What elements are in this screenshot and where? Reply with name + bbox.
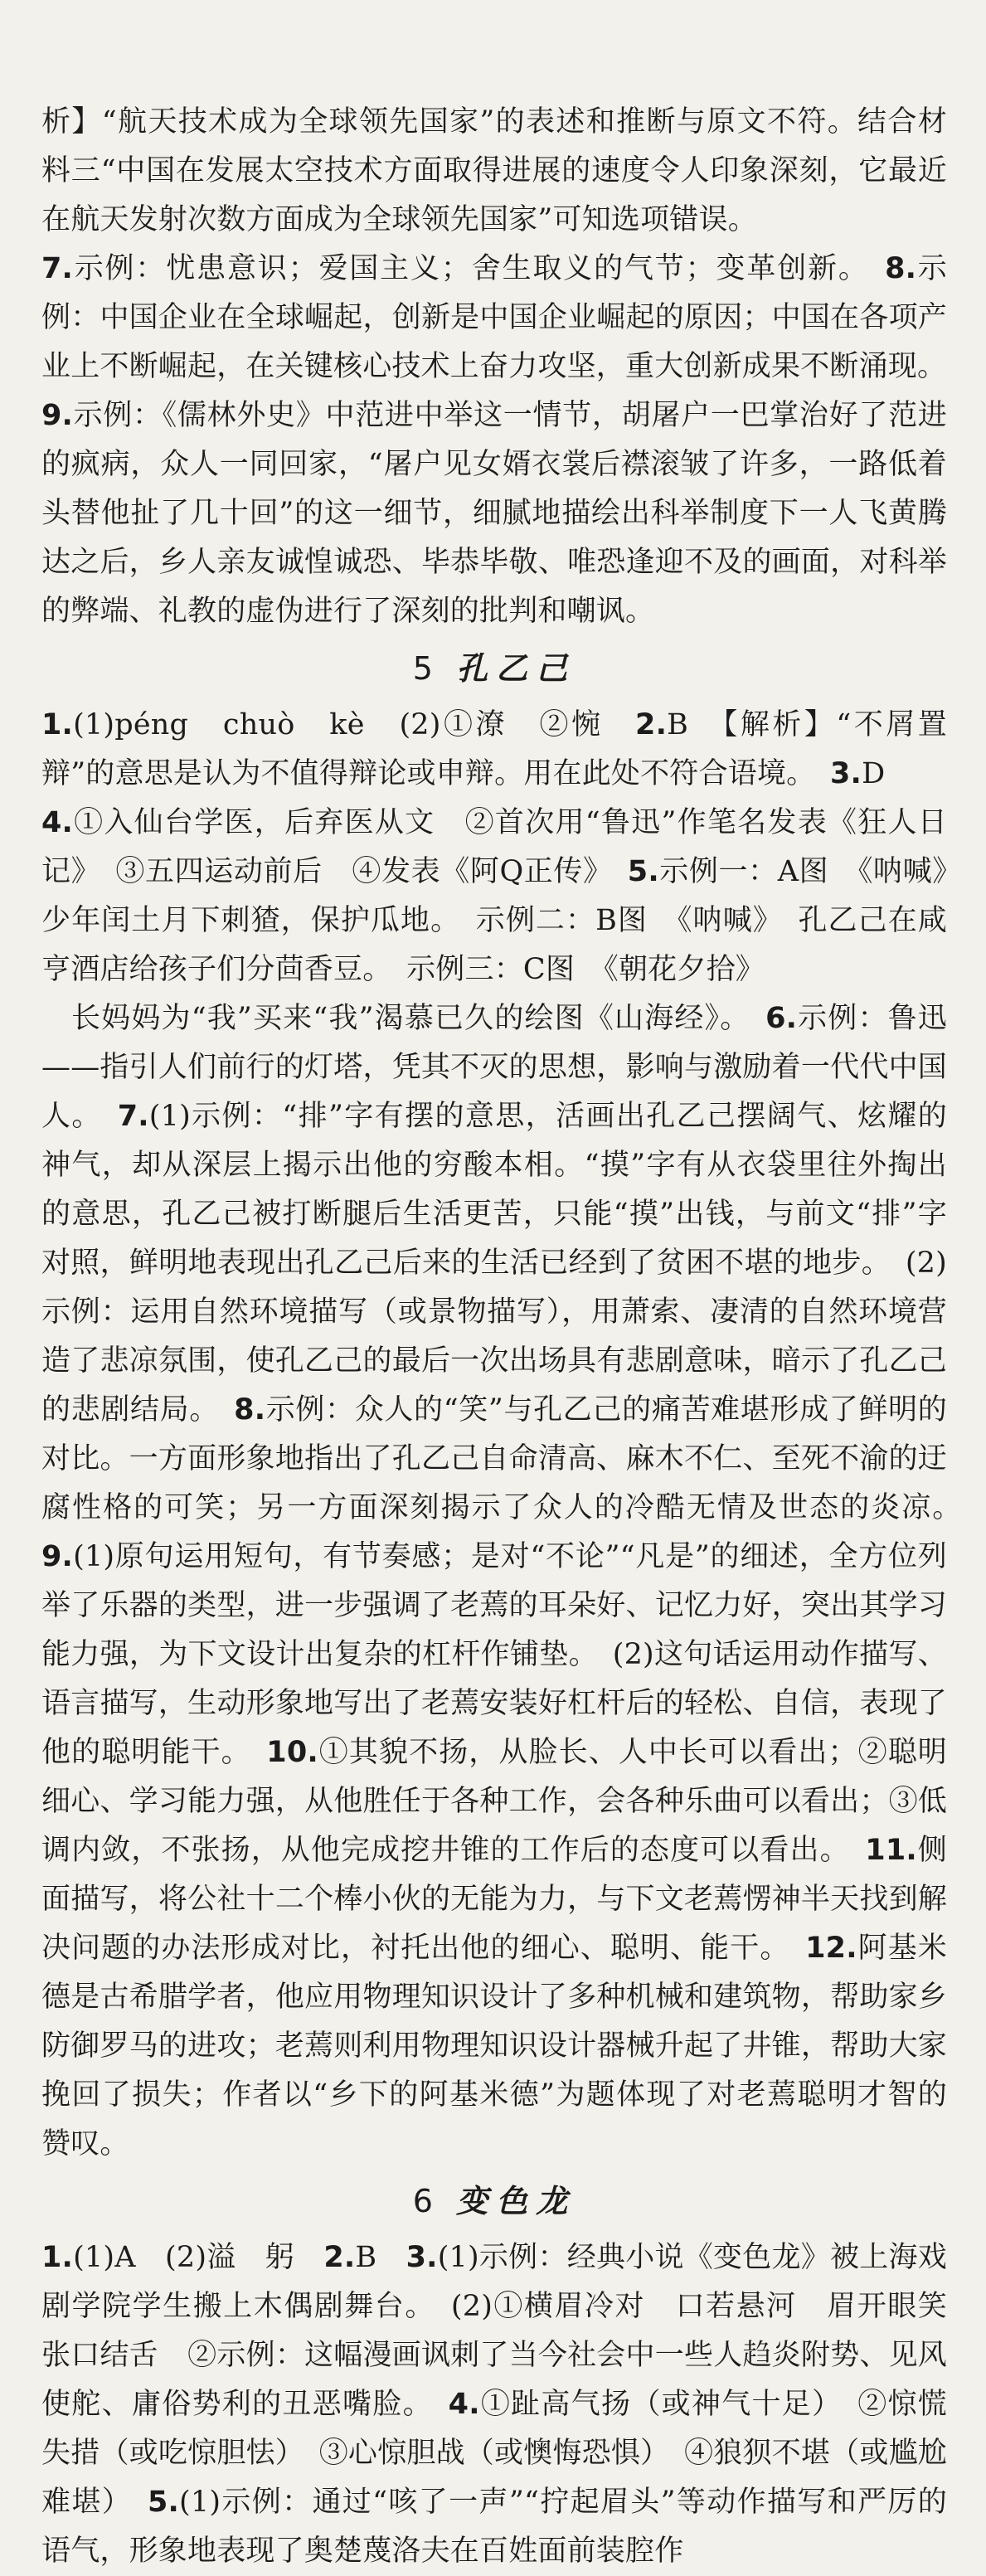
question-number: 1. [41,708,74,741]
answer-text: B 【解析】“不屑置辩”的意思是认为不值得辩论或申辩。用在此处不符合语境。 [41,708,947,790]
question-number: 3. [406,2241,438,2274]
question-number: 2. [323,2241,356,2274]
question-number: 6. [765,1002,798,1035]
answer-text: ①其貌不扬，从脸长、人中长可以看出；②聪明细心、学习能力强，从他胜任于各种工作，会各种乐曲可以看出；③低调内敛，不张扬，从他完成挖井锥的工作后的态度可以看出。 [41,1736,947,1867]
answer-text: ①趾高气扬（或神气十足） ②惊慌失措（或吃惊胆怯） ③心惊胆战（或懊悔恐惧） ④狼狈不堪（或尴尬难堪） [41,2388,947,2519]
answer-paragraph [41,391,947,636]
answer-text: ①入仙台学医，后弃医从文 ②首次用“鲁迅”作笔名发表《狂人日记》 ③五四运动前后 ④发表《阿Q正传》 [41,806,947,888]
answer-paragraph [41,2233,977,2576]
question-number: 9. [41,1540,74,1573]
answer-text: (1)示例：“排”字有摆的意思，活画出孔乙己摆阔气、炫耀的神气，却从深层上揭示出他的穷酸本相。“摸”字有从衣袋里往外掏出的意思，孔乙己被打断腿后生活更苦，只能“摸”出钱，与前文“排”字对照，鲜明地表现出孔乙己后来的生活已经到了贫困不堪的地步。 (2)示例：运用自然环境描写（或景物描写），用萧索、凄清的自然环境营造了悲凉氛围，使孔乙己的最后一次出场具有悲剧意味，暗示了孔乙己的悲剧结局。 [41,1100,947,1427]
answer-paragraph [41,701,947,799]
answer-text: 长妈妈为“我”买来“我”渴慕已久的绘图《山海经》。 [71,1002,766,1035]
section-number: 6 [412,2183,434,2219]
answer-text: 示例：中国企业在全球崛起，创新是中国企业崛起的原因；中国在各项产业上不断崛起，在关键核心技术上奋力攻坚，重大创新成果不断涌现。 [41,252,948,383]
answer-text: 示例：鲁迅——指引人们前行的灯塔，凭其不灭的思想，影响与激励着一代代中国人。 [41,1002,947,1133]
question-number: 7. [41,252,74,285]
answer-paragraph [41,245,947,391]
answer-text: D [862,757,886,790]
question-number: 8. [885,252,917,285]
question-number: 4. [41,806,74,839]
answer-text: (1)A (2)溢 躬 [73,2241,324,2274]
answer-text: 侧面描写，将公社十二个棒小伙的无能为力，与下文老蔫愣神半天找到解决问题的办法形成对比，衬托出他的细心、聪明、能干。 [41,1834,947,1965]
answer-paragraph [41,98,947,245]
section-heading [41,638,947,699]
question-number: 12. [805,1932,857,1965]
answer-text: 析】“航天技术成为全球领先国家”的表述和推断与原文不符。结合材料三“中国在发展太空技术方面取得进展的速度令人印象深刻，它最近在航天发射次数方面成为全球领先国家”可知选项错误。 [41,105,947,236]
answer-text: (1)示例：经典小说《变色龙》被上海戏剧学院学生搬上木偶剧舞台。 (2)①横眉冷对 口若悬河 眉开眼笑 张口结舌 ②示例：这幅漫画讽刺了当今社会中一些人趋炎附势、见风使舵、庸俗势利的丑恶嘴脸。 [41,2241,977,2421]
section-title: 孔乙己 [456,649,576,687]
section-title: 变色龙 [456,2182,576,2219]
answer-text: 示例：《儒林外史》中范进中举这一情节，胡屠户一巴掌治好了范进的疯病，众人一同回家，“屠户见女婿衣裳后襟滚皱了许多，一路低着头替他扯了几十回”的这一细节，细腻地描绘出科举制度下一人飞黄腾达之后，乡人亲友诚惶诚恐、毕恭毕敬、唯恐逢迎不及的画面，对科举的弊端、礼教的虚伪进行了深刻的批判和嘲讽。 [41,399,947,628]
question-number: 8. [234,1393,266,1427]
answer-text: 示例一：A图 《呐喊》 少年闰土月下刺猹，保护瓜地。 示例二：B图 《呐喊》 孔乙己在咸亨酒店给孩子们分茴香豆。 示例三：C图 《朝花夕拾》 [41,855,977,986]
answer-text: (1)示例：通过“咳了一声”“拧起眉头”等动作描写和严厉的语气，形象地表现了奥楚蔑洛夫在百姓面前装腔作 [41,2486,947,2568]
answer-paragraph [41,994,977,2169]
answer-text: 示例：众人的“笑”与孔乙己的痛苦难堪形成了鲜明的对比。一方面形象地指出了孔乙己自命清高、麻木不仁、至死不渝的迂腐性格的可笑；另一方面深刻揭示了众人的冷酷无情及世态的炎凉。 [41,1393,977,1524]
question-number: 10. [266,1736,318,1769]
question-number: 4. [448,2388,480,2421]
question-number: 3. [830,757,862,790]
answer-text: (1)原句运用短句，有节奏感；是对“不论”“凡是”的细述，全方位列举了乐器的类型，进一步强调了老蔫的耳朵好、记忆力好，突出其学习能力强，为下文设计出复杂的杠杆作铺垫。 (2)这句话运用动作描写、语言描写，生动形象地写出了老蔫安装好杠杆后的轻松、自信，表现了他的聪明能干。 [41,1540,947,1769]
section-heading [41,2170,947,2232]
section-number: 5 [412,650,434,687]
answer-text: 阿基米德是古希腊学者，他应用物理知识设计了多种机械和建筑物，帮助家乡防御罗马的进攻；老蔫则利用物理知识设计器械升起了井锥，帮助大家挽回了损失；作者以“乡下的阿基米德”为题体现了对老蔫聪明才智的赞叹。 [41,1932,948,2160]
question-number: 1. [41,2241,74,2274]
answer-paragraph [41,799,977,994]
question-number: 5. [627,855,659,888]
question-number: 5. [147,2486,180,2519]
answer-text: 示例：忧患意识；爱国主义；舍生取义的气节；变革创新。 [73,252,886,285]
answer-text: B [355,2241,406,2274]
answer-page [41,98,977,2576]
answer-text: (1)péng chuò kè (2)①潦 ②惋 [73,708,636,741]
question-number: 11. [865,1834,917,1867]
question-number: 9. [41,399,74,432]
question-number: 7. [117,1100,149,1133]
question-number: 2. [635,708,668,741]
